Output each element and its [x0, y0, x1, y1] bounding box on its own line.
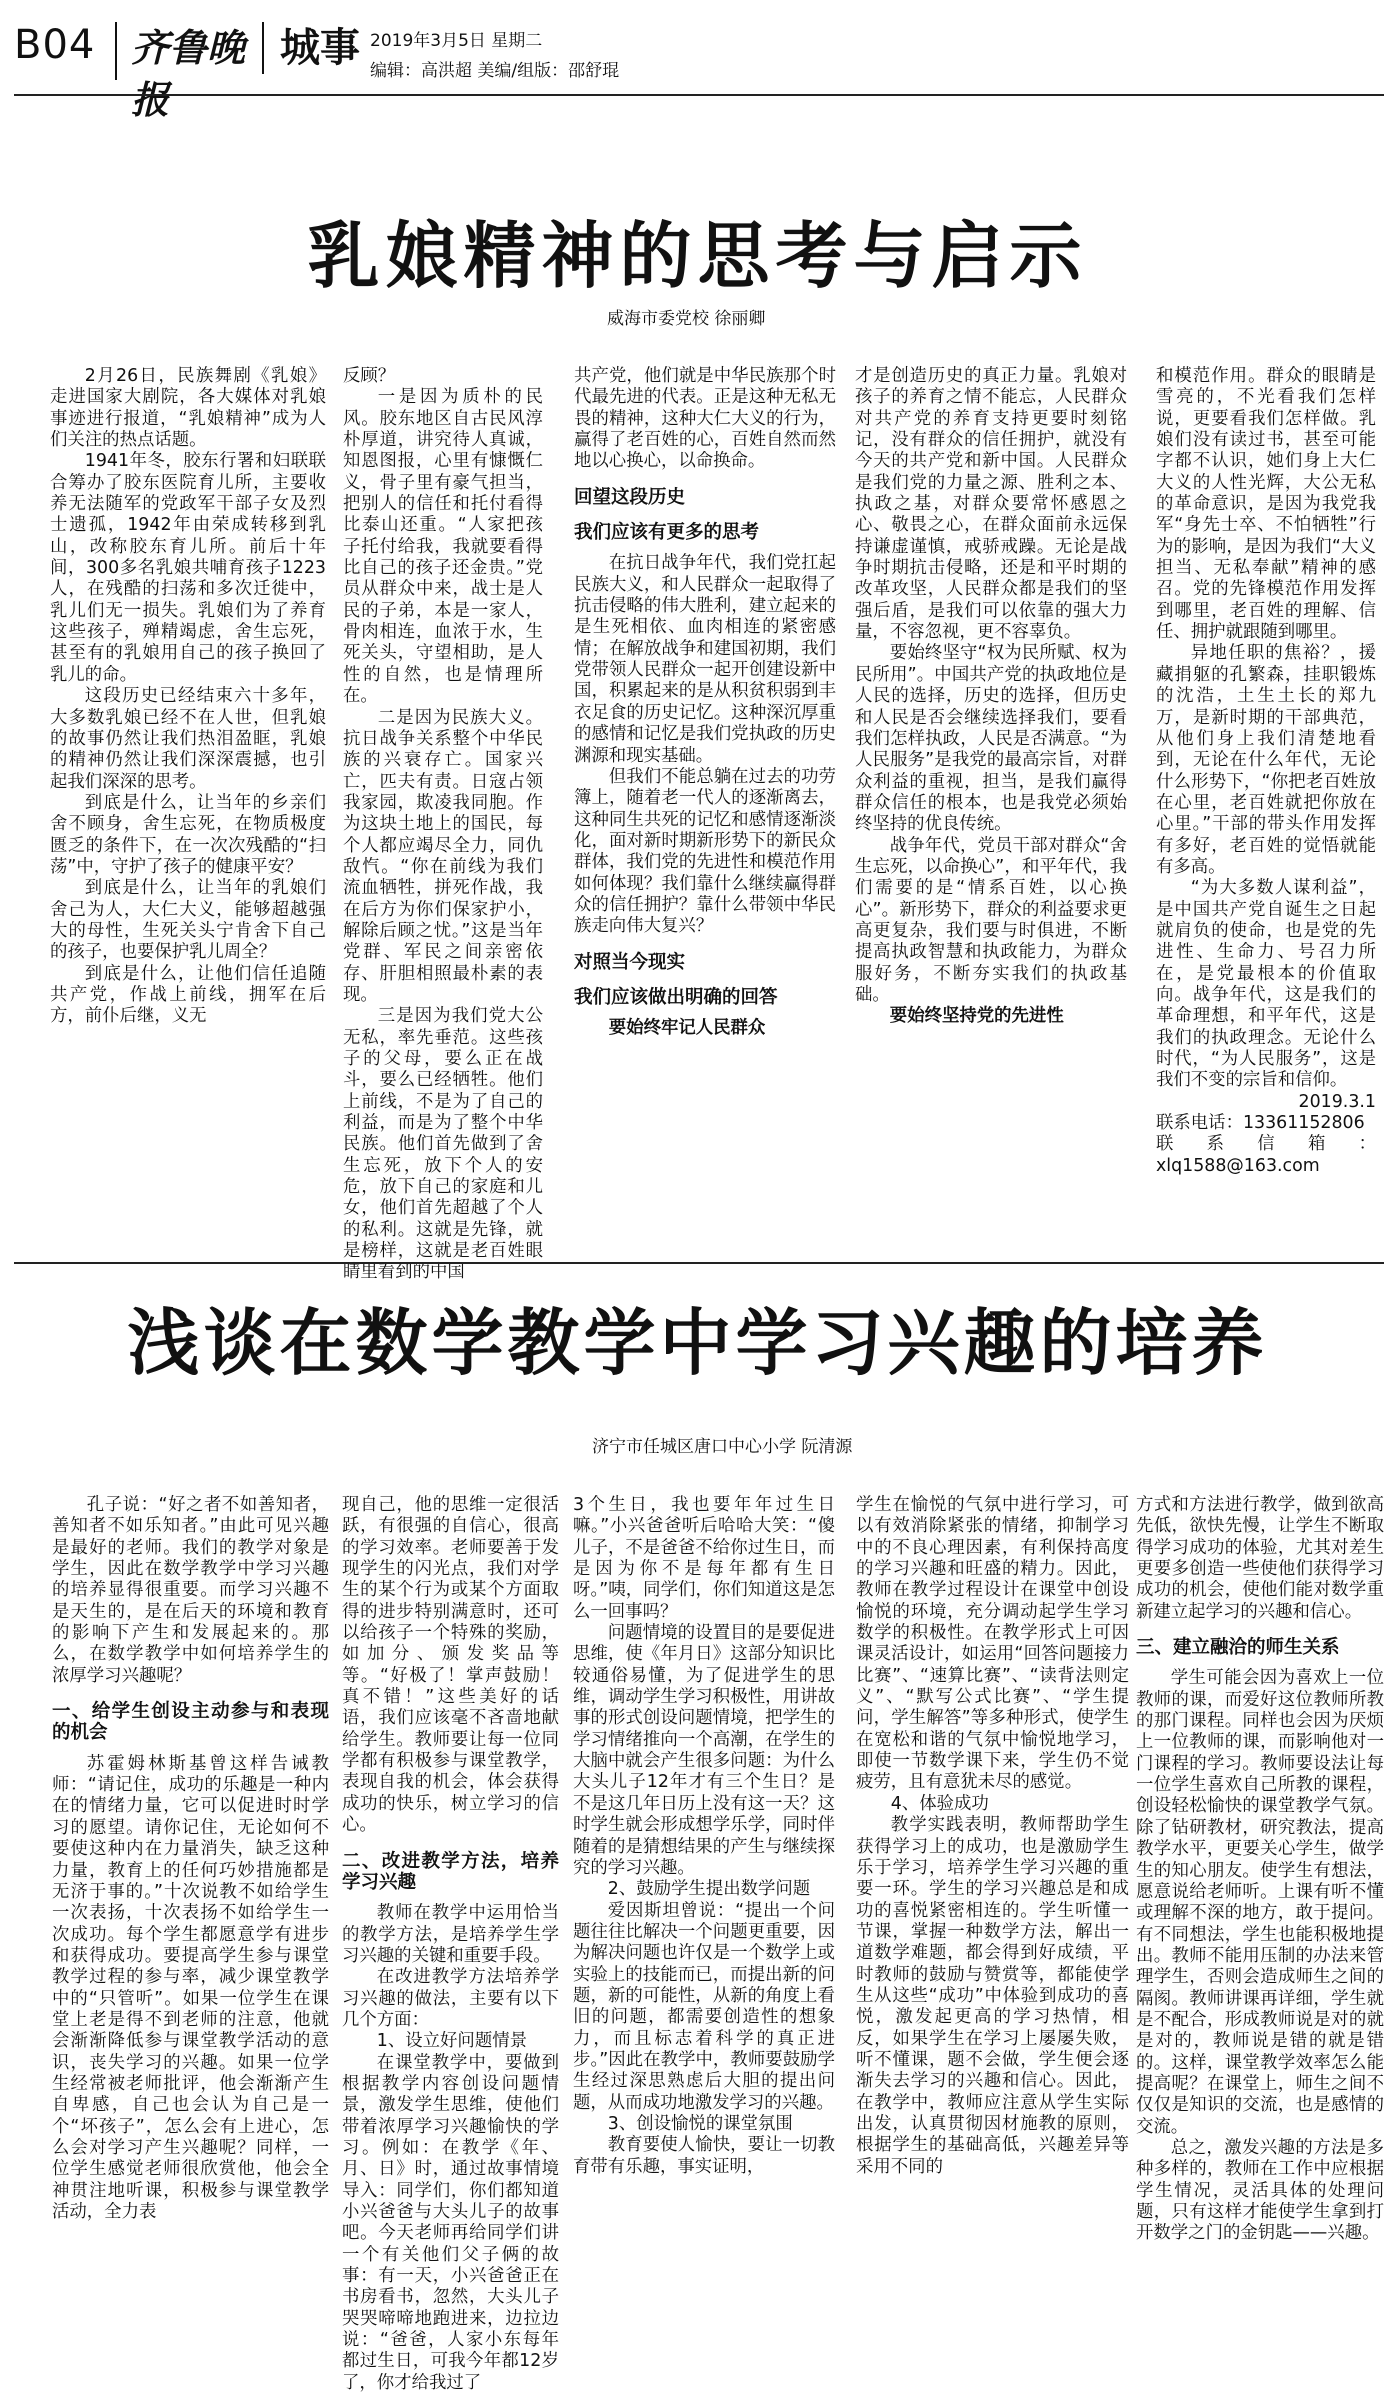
paragraph: 和模范作用。群众的眼睛是雪亮的，不光看我们怎样说，更要看我们怎样做。乳娘们没有读过书，甚至可能字都不认识，她们身上大仁大义的人性光辉，大公无私的革命意识，是因为我党我军“身先士卒、不怕牺牲”行为的影响，是因为我们“大义担当、无私奉献”精神的感召。党的先锋模范作用发挥到哪里，老百姓的理解、信任、拥护就跟随到哪里。 — [1156, 366, 1376, 643]
paragraph: 4、体验成功 — [890, 1793, 989, 1814]
header-rule — [14, 94, 1384, 96]
paragraph: 2月26日，民族舞剧《乳娘》走进国家大剧院，各大媒体对乳娘事迹进行报道，“乳娘精神”成为人们关注的热点话题。 — [50, 366, 326, 451]
article-date: 2019.3.1 — [1298, 1091, 1376, 1112]
article1-column-4 — [855, 366, 1127, 1246]
article1-column-2 — [343, 366, 543, 1283]
paragraph: 这段历史已经结束六十多年，大多数乳娘已经不在人世，但乳娘的故事仍然让我们热泪盈眶，乳娘的精神仍然让我们深深震撼，也引起我们深深的思考。 — [50, 686, 326, 792]
article1-column-1 — [50, 366, 326, 1246]
article-divider — [14, 1262, 1384, 1264]
paragraph: 1、设立好问题情景 — [376, 2031, 527, 2052]
contact-email: 联系信箱：xlq1588@163.com — [1156, 1134, 1376, 1176]
paragraph: 3、创设愉悦的课堂氛围 — [607, 2113, 793, 2134]
paragraph: 教师在教学中运用恰当的教学方法，是培养学生学习兴趣的关键和重要手段。 — [342, 1903, 559, 1966]
subheading: 三、建立融洽的师生关系 — [1136, 1637, 1340, 1659]
paragraph: 孔子说：“好之者不如善知者，善知者不如乐知者。”由此可见兴趣是最好的老师。我们的教学对象是学生，因此在数学教学中学习兴趣的培养显得很重要。而学习兴趣不是天生的，是在后天的环境和教育的影响下产生和发展起来的。那么，在数学教学中如何培养学生的浓厚学习兴趣呢？ — [52, 1495, 329, 1686]
article1-column-5 — [1156, 366, 1376, 1246]
paragraph: 一是因为质朴的民风。胶东地区自古民风淳朴厚道，讲究待人真诚，知恩图报，心里有慷慨仁义，骨子里有豪气担当，把别人的信任和托付看得比泰山还重。“人家把孩子托付给我，我就要看得比自己的孩子还金贵。”党员从群众中来，战士是人民的子弟，本是一家人，骨肉相连，血浓于水，生死关头，守望相助，是人性的自然，也是情理所在。 — [343, 387, 543, 707]
paragraph: 共产党，他们就是中华民族那个时代最先进的代表。正是这种无私无畏的精神，这种大仁大义的行为，赢得了老百姓的心，百姓自然而然地以心换心，以命换命。 — [574, 366, 836, 472]
article2-column-5 — [1136, 1495, 1384, 2385]
paragraph: 要始终坚持党的先进性 — [889, 1006, 1064, 1027]
paragraph: 在抗日战争年代，我们党扛起民族大义，和人民群众一起取得了抗击侵略的伟大胜利，建立起来的是生死相依、血肉相连的紧密感情；在解放战争和建国初期，我们党带领人民群众一起开创建设新中国，积累起来的是从积贫积弱到丰衣足食的历史记忆。这种深沉厚重的感情和记忆是我们党执政的历史渊源和现实基础。 — [574, 553, 836, 766]
paragraph: 学生在愉悦的气氛中进行学习，可以有效消除紧张的情绪，抑制学习中的不良心理因素，有利保持高度的学习兴趣和旺盛的精力。因此，教师在教学过程设计在课堂中创设愉悦的环境，充分调动起学生学习数学的积极性。在教学形式上可因课灵活设计，如运用“回答问题接力比赛”、“速算比赛”、“读背法则定义”、“默写公式比赛”、“学生提问，学生解答”等多种形式，使学生在宽松和谐的气氛中愉悦地学习，即使一节数学课下来，学生仍不觉疲劳，且有意犹未尽的感觉。 — [856, 1495, 1129, 1793]
paragraph: 在课堂教学中，要做到根据教学内容创设问题情景，激发学生思维，使他们带着浓厚学习兴趣愉快的学习。例如：在教学《年、月、日》时，通过故事情境导入：同学们，你们都知道小兴爸爸与大头儿子的故事吧。今天老师再给同学们讲一个有关他们父子俩的故事：有一天，小兴爸爸正在书房看书，忽然，大头儿子哭哭啼啼地跑进来，边拉边说：“爸爸，人家小东每年都过生日，可我今年都12岁了，你才给我过了 — [342, 2052, 559, 2393]
paragraph: 反顾？ — [343, 366, 396, 386]
article2-column-1 — [52, 1495, 329, 2385]
paragraph: “为大多数人谋利益”，是中国共产党自诞生之日起就肩负的使命，也是党的先进性、生命力、号召力所在，是党最根本的价值取向。战争年代，这是我们的革命理想，和平年代，这是我们的执政理念。无论什么时代，“为人民服务”，这是我们不变的宗旨和信仰。 — [1156, 878, 1376, 1091]
newspaper-logo: 齐鲁晚报 — [115, 22, 261, 80]
paragraph: 异地任职的焦裕？，援藏捐躯的孔繁森，挂职锻炼的沈浩，土生土长的郑九万，是新时期的干部典范，从他们身上我们清楚地看到，无论在什么年代，无论什么形势下，“你把老百姓放在心里，老百姓就把你放在心里。”干部的带头作用发挥有多好，老百姓的觉悟就能有多高。 — [1156, 643, 1376, 877]
article2-byline: 济宁市任城区唐口中心小学 阮清源 — [592, 1437, 853, 1457]
paragraph: 要始终坚守“权为民所赋、权为民所用”。中国共产党的执政地位是人民的选择，历史的选择，但历史和人民是否会继续选择我们，要看我们怎样执政，人民是否满意。“为人民服务”是我党的最高宗旨，对群众利益的重视，担当，是我们赢得群众信任的根本，也是我党必须始终坚持的优良传统。 — [855, 643, 1127, 835]
paragraph: 三是因为我们党大公无私，率先垂范。这些孩子的父母，要么正在战斗，要么已经牺牲。他们上前线，不是为了自己的利益，而是为了整个中华民族。他们首先做到了舍生忘死，放下个人的安危，放下自己的家庭和儿女，他们首先超越了个人的私利。这就是先锋，就是榜样，这就是老百姓眼睛里看到的中国 — [343, 1006, 543, 1283]
paragraph: 2、鼓励学生提出数学问题 — [607, 1879, 811, 1900]
article2-column-4 — [856, 1495, 1129, 2385]
paragraph: 在改进教学方法培养学习兴趣的做法，主要有以下几个方面： — [342, 1967, 559, 2030]
paragraph: 1941年冬，胶东行署和妇联联合筹办了胶东医院育儿所，主要收养无法随军的党政军干部子女及烈士遗孤，1942年由荣成转移到乳山，改称胶东育儿所。前后十年间，300多名乳娘共哺育孩子1223人，在残酷的扫荡和多次迁徙中，乳儿们无一损失。乳娘们为了养育这些孩子，殚精竭虑，舍生忘死，甚至有的乳娘用自己的孩子换回了乳儿的命。 — [50, 451, 326, 685]
subheading: 对照当今现实 — [574, 951, 686, 973]
paragraph: 二是因为民族大义。抗日战争关系整个中华民族的兴衰存亡。国家兴亡，匹夫有责。日寇占领我家园，欺凌我同胞。作为这块土地上的国民，每个人都应竭尽全力，同仇敌忾。“你在前线为我们流血牺牲，拼死作战，我在后方为你们保家护小，解除后顾之忧。”这是当年党群、军民之间亲密依存、肝胆相照最朴素的表现。 — [343, 707, 543, 1005]
paragraph: 3个生日，我也要年年过生日嘛。”小兴爸爸听后哈哈大笑：“傻儿子，不是爸爸不给你过生日，而是因为你不是每年都有生日呀。”咦，同学们，你们知道这是怎么一回事吗？ — [573, 1495, 835, 1622]
subheading: 我们应该做出明确的回答 — [574, 986, 778, 1008]
article2-column-2 — [342, 1495, 559, 2393]
paragraph: 总之，激发兴趣的方法是多种多样的，教师在工作中应根据学生情况，灵活具体的处理问题，只有这样才能使学生拿到打开数学之门的金钥匙——兴趣。 — [1136, 2137, 1384, 2244]
subheading: 回望这段历史 — [574, 486, 686, 508]
section-name: 城事 — [262, 22, 360, 74]
article1-title: 乳娘精神的思考与启示 — [307, 213, 1088, 298]
subheading: 我们应该有更多的思考 — [574, 522, 760, 544]
page-code: B04 — [14, 22, 96, 68]
article2-title: 浅谈在数学教学中学习兴趣的培养 — [127, 1300, 1268, 1385]
paragraph: 苏霍姆林斯基曾这样告诫教师：“请记住，成功的乐趣是一种内在的情绪力量，它可以促进时时学习的愿望。请你记住，无论如何不要使这种内在力量消失，缺乏这种力量，教育上的任何巧妙措施都是无济于事的。”十次说教不如给学生一次表扬，十次表扬不如给学生一次成功。每个学生都愿意学有进步和获得成功。要提高学生参与课堂教学过程的参与率，减少课堂教学中的“只管听”。如果一位学生在课堂上老是得不到老师的注意，他就会渐渐降低参与课堂教学活动的意识，丧失学习的兴趣。如果一位学生经常被老师批评，他会渐渐产生自卑感，自己也会认为自己是一个“坏孩子”，怎么会有上进心，怎么会对学习产生兴趣呢？同样，一位学生感觉老师很欣赏他，他会全神贯注地听课，积极参与课堂教学活动，全力表 — [52, 1753, 329, 2222]
paragraph: 战争年代，党员干部对群众“舍生忘死，以命换心”，和平年代，我们需要的是“情系百姓，以心换心”。新形势下，群众的利益要求更高更复杂，我们要与时俱进，不断提高执政智慧和执政能力，为群众服好务，不断夯实我们的执政基础。 — [855, 835, 1127, 1005]
subheading: 一、给学生创设主动参与和表现的机会 — [52, 1701, 329, 1744]
paragraph: 教学实践表明，教师帮助学生获得学习上的成功，也是激励学生乐于学习，培养学生学习兴趣的重要一环。学生的学习兴趣总是和成功的喜悦紧密相连的。学生听懂一节课，掌握一种数学方法，解出一道数学难题，都会得到好成绩，平时教师的鼓励与赞赏等，都能使学生从这些“成功”中体验到成功的喜悦，激发起更高的学习热情，相反，如果学生在学习上屡屡失败，听不懂课，题不会做，学生便会逐渐失去学习的兴趣和信心。因此，在教学中，教师应注意从学生实际出发，认真贯彻因材施教的原则，根据学生的基础高低，兴趣差异等采用不同的 — [856, 1815, 1129, 2177]
paragraph: 但我们不能总躺在过去的功劳簿上，随着老一代人的逐渐离去，这种同生共死的记忆和感情逐渐淡化，面对新时期新形势下的新民众群体，我们党的先进性和模范作用如何体现？我们靠什么继续赢得群众的信任拥护？靠什么带领中华民族走向伟大复兴？ — [574, 766, 836, 937]
page-header — [0, 0, 1395, 122]
article1-byline: 威海市委党校 徐丽卿 — [607, 309, 766, 329]
subheading: 二、改进教学方法，培养学习兴趣 — [342, 1850, 559, 1893]
editors-line: 编辑：高洪超 美编/组版：邵舒琨 — [370, 61, 620, 81]
paragraph: 学生可能会因为喜欢上一位教师的课，而爱好这位教师所教的那门课程。同样也会因为厌烦上一位教师的课，而影响他对一门课程的学习。教师要设法让每一位学生喜欢自己所教的课程，创设轻松愉快的课堂教学气氛。除了钻研教材，研究教法，提高教学水平，更要关心学生，做学生的知心朋友。使学生有想法，愿意说给老师听。上课有听不懂或理解不深的地方，敢于提问。有不同想法，学生也能积极地提出。教师不能用压制的办法来管理学生，否则会造成师生之间的隔阂。教师讲课再详细，学生就是不配合，形成教师说是对的就是对的，教师说是错的就是错的。这样，课堂教学效率怎么能提高呢？在课堂上，师生之间不仅仅是知识的交流，也是感情的交流。 — [1136, 1668, 1384, 2137]
paragraph: 要始终牢记人民群众 — [608, 1018, 766, 1039]
paragraph: 现自己，他的思维一定很活跃，有很强的自信心，很高的学习效率。老师要善于发现学生的闪光点，我们对学生的某个行为或某个方面取得的进步特别满意时，还可以给孩子一个特殊的奖励，如加分、颁发奖品等等。“好极了！掌声鼓励！真不错！”这些美好的话语，我们应该毫不吝啬地献给学生。教师要让每一位同学都有积极参与课堂教学，表现自我的机会，体会获得成功的快乐，树立学习的信心。 — [342, 1495, 559, 1836]
paragraph: 爱因斯坦曾说：“提出一个问题往往比解决一个问题更重要，因为解决问题也许仅是一个数学上或实验上的技能而已，而提出新的问题，新的可能性，从新的角度上看旧的问题，都需要创造性的想象力，而且标志着科学的真正进步。”因此在教学中，教师要鼓励学生经过深思熟虑后大胆的提出问题，从而成功地激发学习的兴趣。 — [573, 1900, 835, 2113]
contact-phone: 联系电话：13361152806 — [1156, 1113, 1365, 1134]
paragraph: 问题情境的设置目的是要促进思维，使《年月日》这部分知识比较通俗易懂，为了促进学生的思维，调动学生学习积极性，用讲故事的形式创设问题情境，把学生的学习情绪推向一个高潮，在学生的大脑中就会产生很多问题：为什么大头儿子12年才有三个生日？是不是这几年日历上没有这一天？这时学生就会形成想学乐学，同时伴随着的是猜想结果的产生与继续探究的学习兴趣。 — [573, 1623, 835, 1878]
paragraph: 方式和方法进行教学，做到欲高先低，欲快先慢，让学生不断取得学习成功的体验，尤其对差生更要多创造一些使他们获得学习成功的机会，使他们能对数学重新建立起学习的兴趣和信心。 — [1136, 1495, 1384, 1622]
paragraph: 教育要使人愉快，要让一切教育带有乐趣，事实证明， — [573, 2135, 835, 2177]
date-line: 2019年3月5日 星期二 — [370, 31, 543, 51]
article1-column-3 — [574, 366, 836, 1246]
paragraph: 到底是什么，让当年的乳娘们舍己为人，大仁大义，能够超越强大的母性，生死关头宁肯舍下自己的孩子，也要保护乳儿周全？ — [50, 878, 326, 963]
paragraph: 到底是什么，让当年的乡亲们舍不顾身，舍生忘死，在物质极度匮乏的条件下，在一次次残酷的“扫荡”中，守护了孩子的健康平安？ — [50, 792, 326, 877]
paragraph: 才是创造历史的真正力量。乳娘对孩子的养育之情不能忘，人民群众对共产党的养育支持更要时刻铭记，没有群众的信任拥护，就没有今天的共产党和新中国。人民群众是我们党的力量之源、胜利之本、执政之基，对群众要常怀感恩之心、敬畏之心，在群众面前永远保持谦虚谨慎，戒骄戒躁。无论是战争时期抗击侵略，还是和平时期的改革攻坚，人民群众都是我们的坚强后盾，是我们可以依靠的强大力量，不容忽视，更不容辜负。 — [855, 366, 1127, 643]
paragraph: 到底是什么，让他们信任追随共产党，作战上前线，拥军在后方，前仆后继，义无 — [50, 963, 326, 1027]
article2-column-3 — [573, 1495, 835, 2385]
